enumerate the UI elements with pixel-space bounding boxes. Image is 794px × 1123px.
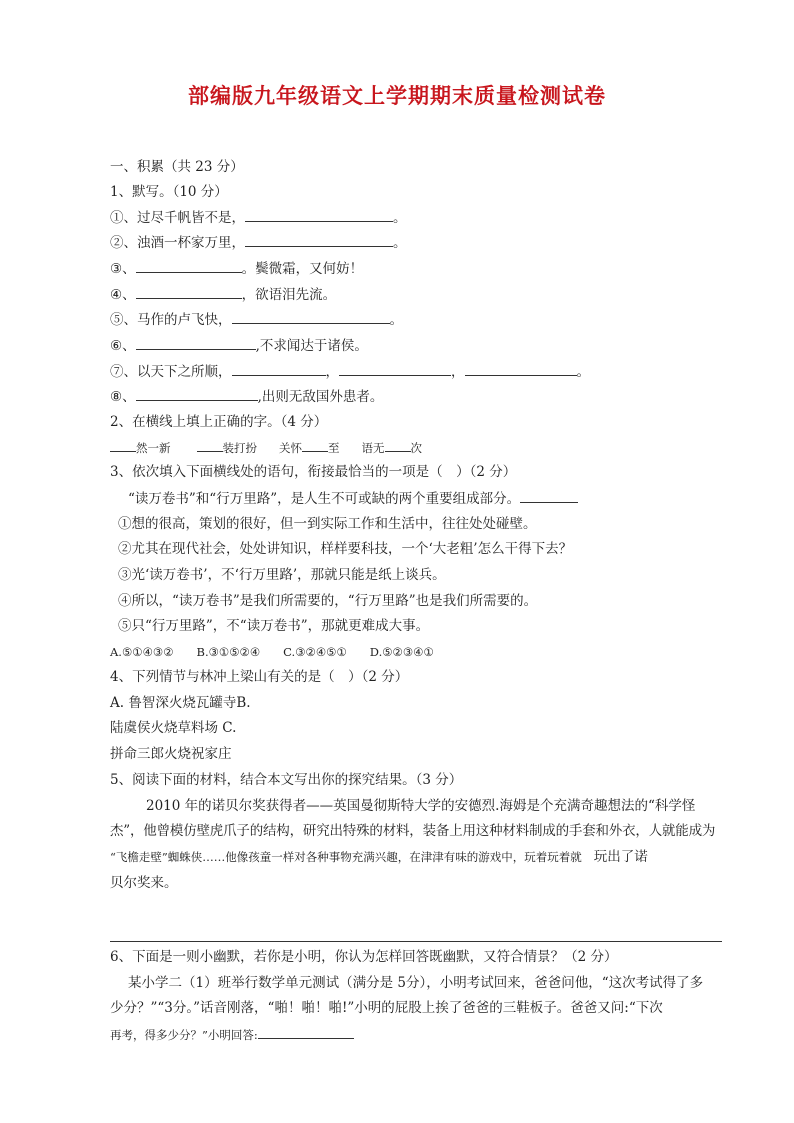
q3-sentence-3: ③光‘读万卷书’，不‘行万里路’，那就只能是纸上谈兵。 (118, 567, 446, 583)
q5-paragraph-line-1: 2010 年的诺贝尔奖获得者——英国曼彻斯特大学的安德烈.海姆是个充满奇趣想法的“科学怪 (146, 798, 696, 814)
q3-options: A.⑤①④③② B.③①⑤②④ C.③②④⑤① D.⑤②③④① (110, 645, 434, 659)
q3-sentence-1: ①想的很高，策划的很好，但一到实际工作和生活中，往往处处碰壁。 (118, 516, 537, 532)
answer-blank[interactable] (136, 259, 242, 273)
q5-paragraph-line-2: 杰”，他曾模仿壁虎爪子的结构，研究出特殊的材料，装备上用这种材料制成的手套和外衣，人就能成为 (110, 823, 716, 839)
q4-option-line-1: A. 鲁智深火烧瓦罐寺B. (110, 695, 251, 711)
q4-option-line-2: 陆虞侯火烧草料场 C. (110, 720, 237, 736)
answer-blank[interactable] (136, 285, 242, 299)
q1-item-2: ②、浊酒一杯家万里， 。 (110, 235, 407, 251)
q2-words: 然一新 装打扮 关怀 至 语无 次 (110, 438, 422, 457)
q3-sentence-2: ②尤其在现代社会，处处讲知识，样样要科技，一个‘大老粗’怎么干得下去？ (118, 541, 573, 557)
q5-paragraph-line-3: “飞檐走壁”蜘蛛侠……他像孩童一样对各种事物充满兴趣，在津津有味的游戏中，玩着玩着就 玩出了诺 (110, 849, 648, 865)
q4-option-line-3: 拼命三郎火烧祝家庄 (110, 746, 232, 762)
q1-item-1: ①、过尽千帆皆不是， 。 (110, 210, 407, 226)
answer-blank[interactable] (520, 489, 578, 503)
answer-blank[interactable] (136, 336, 256, 350)
q1-item-8: ⑧、 ,出则无敌国外患者。 (110, 389, 384, 405)
question-1-heading: 1、默写。（10 分） (110, 184, 228, 200)
q5-paragraph-line-4: 贝尔奖来。 (110, 875, 178, 891)
q1-item-6: ⑥、 ,不求闻达于诸侯。 (110, 338, 368, 354)
q3-sentence-5: ⑤只“行万里路”，不“读万卷书”，那就更难成大事。 (118, 618, 430, 634)
q6-paragraph-line-1: 某小学二（1）班举行数学单元测试（满分是 5分），小明考试回来，爸爸问他，“这次考试得了多 (128, 975, 704, 991)
page-title: 部编版九年级语文上学期期末质量检测试卷 (188, 84, 606, 108)
question-6-heading: 6、下面是一则小幽默，若你是小明，你认为怎样回答既幽默，又符合情景？（2 分） (110, 949, 618, 965)
q3-sentence-4: ④所以，“读万卷书”是我们所需要的，“行万里路”也是我们所需要的。 (118, 593, 538, 609)
q1-item-5: ⑤、马作的卢飞快， 。 (110, 312, 403, 328)
answer-blank[interactable] (136, 387, 258, 401)
answer-blank[interactable] (245, 233, 393, 247)
question-4-heading: 4、下列情节与林冲上梁山有关的是（ ）（2 分） (110, 669, 409, 685)
answer-blank[interactable] (302, 438, 328, 452)
q6-paragraph-line-2: 少分？”“3分。”话音刚落，“啪！啪！啪!”小明的屁股上挨了爸爸的三鞋板子。爸爸又问:“下次 (110, 1000, 663, 1016)
answer-blank[interactable] (110, 438, 136, 452)
q1-item-3: ③、 。鬓微霜，又何妨！ (110, 261, 364, 277)
answer-blank[interactable] (258, 1025, 354, 1039)
answer-blank[interactable] (465, 362, 577, 376)
answer-blank[interactable] (339, 362, 451, 376)
q3-stem: “读万卷书”和“行万里路”，是人生不可或缺的两个重要组成部分。 (128, 489, 578, 508)
answer-blank[interactable] (245, 208, 393, 222)
question-2-heading: 2、在横线上填上正确的字。（4 分） (110, 414, 328, 430)
q1-item-7: ⑦、以天下之所顺， ， ， 。 (110, 364, 590, 380)
section-heading: 一、积累（共 23 分） (110, 159, 244, 175)
answer-blank[interactable] (232, 310, 390, 324)
answer-blank[interactable] (197, 438, 223, 452)
question-3-heading: 3、依次填入下面横线处的语句，衔接最恰当的一项是（ ）（2 分） (110, 464, 517, 480)
question-5-heading: 5、阅读下面的材料，结合本文写出你的探究结果。（3 分） (110, 772, 463, 788)
q1-item-4: ④、 ，欲语泪先流。 (110, 287, 337, 303)
answer-line[interactable] (110, 941, 722, 942)
q6-paragraph-line-3: 再考，得多少分？”小明回答: (110, 1025, 354, 1044)
answer-blank[interactable] (232, 362, 326, 376)
answer-blank[interactable] (385, 438, 411, 452)
